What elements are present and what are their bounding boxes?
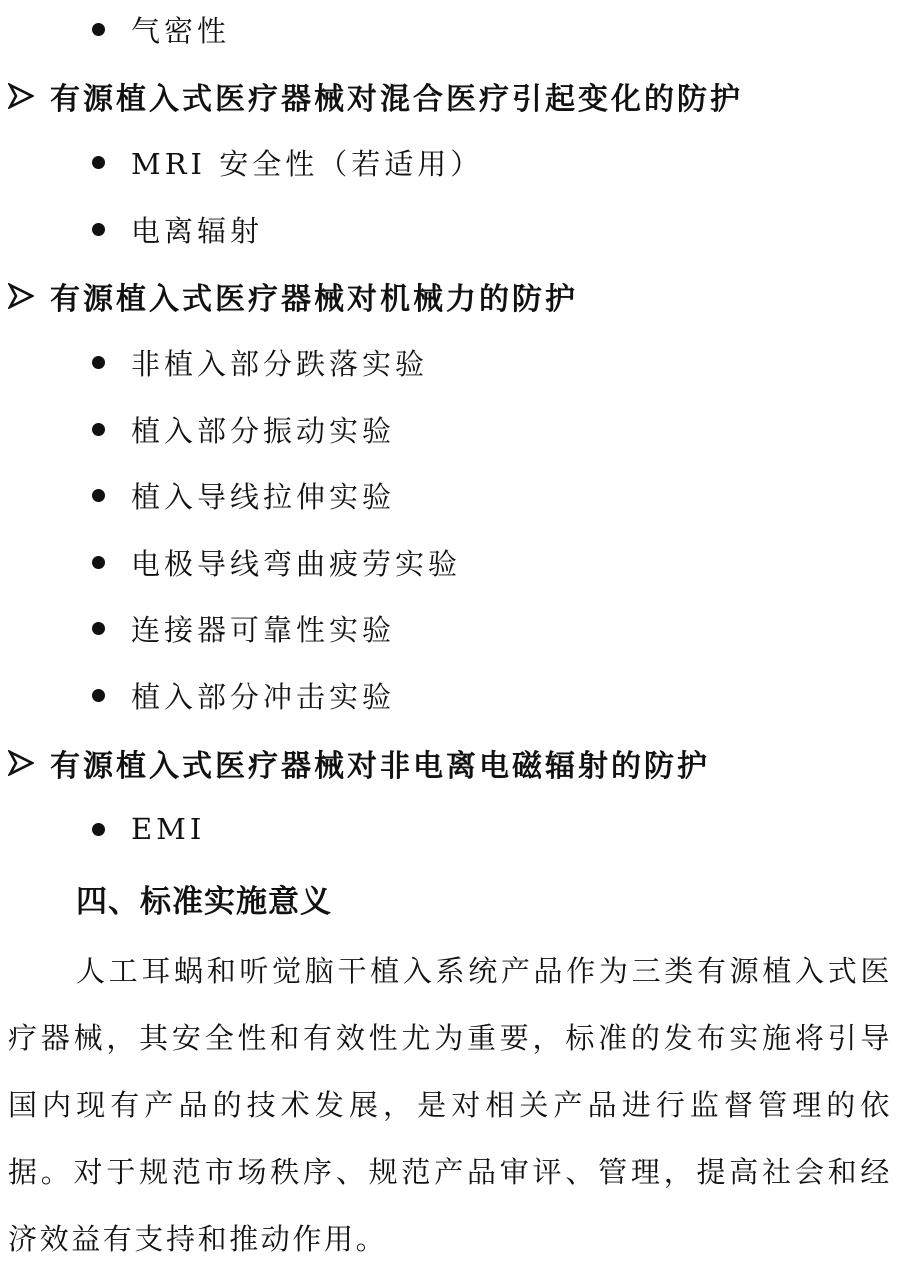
list-item-text: 植入导线拉伸实验	[131, 479, 396, 514]
subheading-item	[8, 741, 710, 785]
arrowhead-icon	[8, 283, 34, 309]
list-item	[92, 142, 483, 182]
list-item-text: 连接器可靠性实验	[131, 612, 396, 647]
list-item	[92, 409, 395, 449]
list-item	[92, 9, 230, 49]
list-item-text: 气密性	[131, 13, 231, 48]
bullet-dot-icon	[92, 489, 105, 502]
bullet-dot-icon	[92, 223, 105, 236]
list-item-text: 植入部分振动实验	[131, 413, 396, 448]
list-item-text: 植入部分冲击实验	[131, 679, 396, 714]
section-heading: 四、标准实施意义	[76, 884, 332, 920]
list-item	[92, 475, 395, 515]
subheading-item	[8, 74, 743, 118]
list-item-text: 电离辐射	[131, 213, 264, 248]
list-item-text: 电极导线弯曲疲劳实验	[131, 546, 462, 581]
list-item	[92, 342, 428, 382]
bullet-dot-icon	[92, 823, 105, 836]
list-item-text: MRI 安全性（若适用）	[131, 146, 484, 181]
list-item-text: EMI	[131, 812, 206, 846]
arrowhead-icon	[8, 83, 34, 109]
bullet-dot-icon	[92, 689, 105, 702]
bullet-dot-icon	[92, 423, 105, 436]
bullet-dot-icon	[92, 622, 105, 635]
subheading-text: 有源植入式医疗器械对非电离电磁辐射的防护	[50, 749, 710, 784]
subheading-text: 有源植入式医疗器械对混合医疗引起变化的防护	[50, 82, 743, 117]
list-item	[92, 809, 205, 849]
body-paragraph: 人工耳蜗和听觉脑干植入系统产品作为三类有源植入式医疗器械，其安全性和有效性尤为重要，标准的发布实施将引导国内现有产品的技术发展，是对相关产品进行监督管理的依据。对于规范市场秩序、规范产品审评、管理，提高社会和经济效益有支持和推动作用。	[8, 954, 892, 1256]
bullet-dot-icon	[92, 23, 105, 36]
bullet-dot-icon	[92, 156, 105, 169]
list-item	[92, 608, 395, 648]
list-item	[92, 542, 461, 582]
list-item	[92, 209, 263, 249]
bullet-dot-icon	[92, 356, 105, 369]
subheading-item	[8, 274, 578, 318]
list-item-text: 非植入部分跌落实验	[131, 346, 429, 381]
arrowhead-icon	[8, 750, 34, 776]
subheading-text: 有源植入式医疗器械对机械力的防护	[50, 282, 578, 317]
bullet-dot-icon	[92, 556, 105, 569]
list-item	[92, 675, 395, 715]
